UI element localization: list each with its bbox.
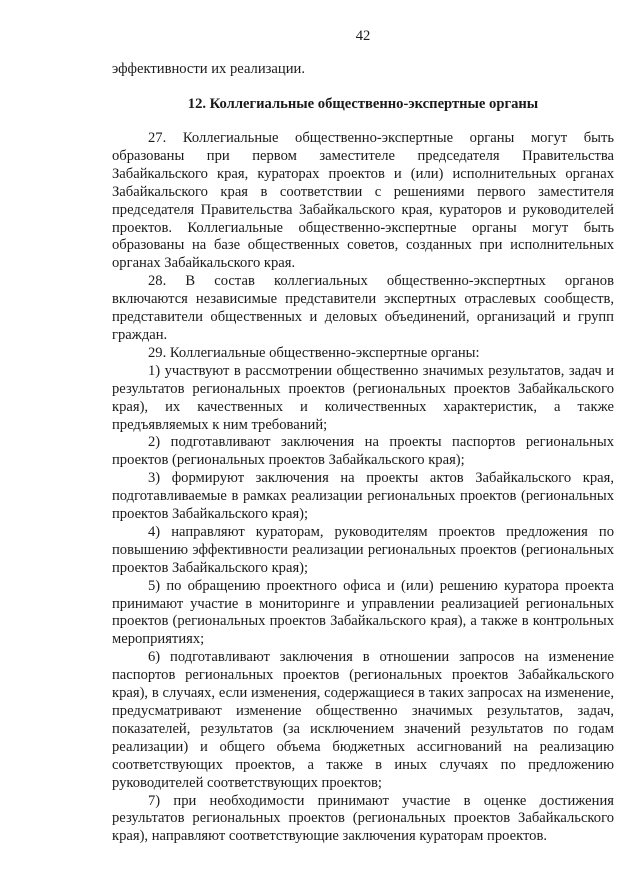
paragraph-29: 29. Коллегиальные общественно-экспертные органы: — [148, 344, 480, 361]
continuation-text: эффективности их реализации. — [112, 61, 305, 77]
section-heading: 12. Коллегиальные общественно-экспертные органы — [187, 96, 539, 112]
list-item-7: 7) при необходимости принимают участие в оценке достижения результатов региональных проектов (региональных проектов Забайкальского края), направляют соответствующие заключения кураторам проектов. — [112, 792, 614, 845]
list-item-3: 3) формируют заключения на проекты актов Забайкальского края, подготавливаемые в рамках реализации региональных проектов (региональных проектов Забайкальского края); — [112, 470, 614, 523]
document-body — [112, 130, 614, 846]
list-item-5: 5) по обращению проектного офиса и (или) решению куратора проекта принимают участие в мониторинге и управлении реализацией региональных проектов (региональных проектов Забайкальского края), а также в контрольных мероприятиях; — [112, 577, 614, 648]
paragraph-28: 28. В состав коллегиальных общественно-экспертных органов включаются независимые представители экспертных отраслевых сообществ, представители общественных и деловых объединений, организаций и групп граждан. — [112, 273, 614, 343]
list-item-4: 4) направляют кураторам, руководителям проектов предложения по повышению эффективности реализации региональных проектов (региональных проектов Забайкальского края); — [112, 523, 614, 576]
list-item-6: 6) подготавливают заключения в отношении запросов на изменение паспортов региональных проектов (региональных проектов Забайкальского края), в случаях, если изменения, содержащиеся в таких запросах на изменение, предусматривают изменение общественно значимых результатов, задач, показателей, результатов (за исключением значений результатов по годам реализации) и общего объема бюджетных ассигнований на реализацию соответствующих проектов, а также в иных случаях по предложению руководителей соответствующих проектов; — [112, 649, 614, 791]
list-item-2: 2) подготавливают заключения на проекты паспортов региональных проектов (региональных проектов Забайкальского края); — [112, 434, 614, 469]
paragraph-27: 27. Коллегиальные общественно-экспертные органы могут быть образованы при первом заместителе председателя Правительства Забайкальского края, кураторах проектов и (или) исполнительных органах Забайкальского края в соответствии с решениями первого заместителя председателя Правительства Забайкальского края, кураторов и руководителей проектов. Коллегиальные общественно-экспертные органы могут быть образованы на базе общественных советов, созданных при исполнительных органах Забайкальского края. — [112, 130, 614, 272]
page-number: 42 — [355, 28, 371, 44]
list-item-1: 1) участвуют в рассмотрении общественно значимых результатов, задач и результатов региональных проектов (региональных проектов Забайкальского края), их качественных и количественных характеристик, а также предъявляемых к ним требований; — [112, 362, 614, 433]
